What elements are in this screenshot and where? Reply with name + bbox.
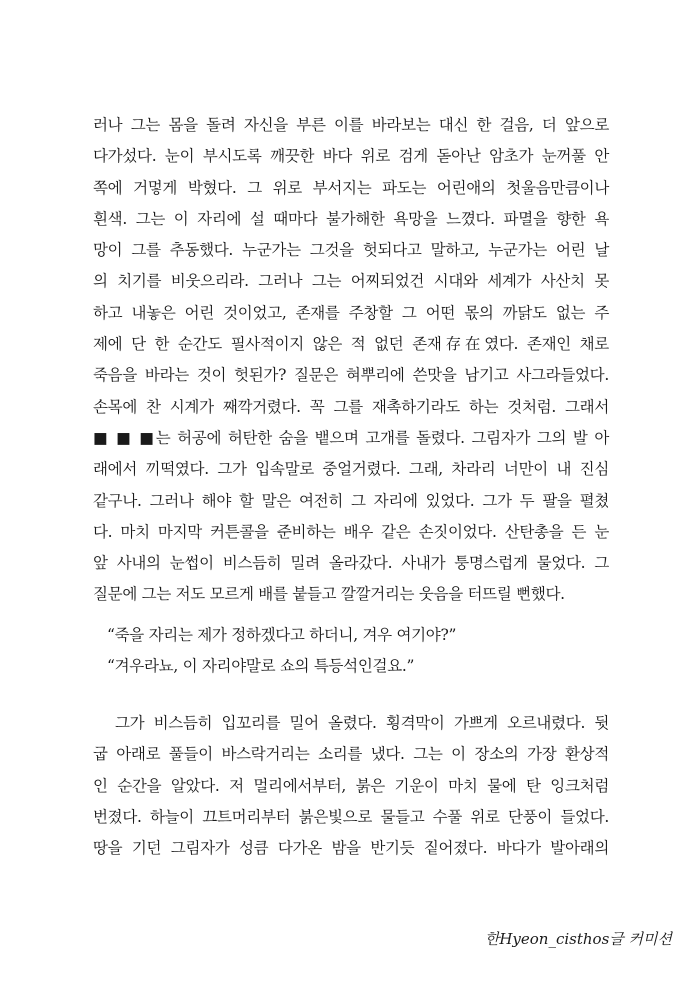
- commission-credit: 한Hyeon_cisthos글 커미션: [484, 930, 672, 948]
- text-line: 번졌다. 하늘이 끄트머리부터 붉은빛으로 물들고 수풀 위로 단풍이 들었다.: [93, 807, 609, 826]
- text-line: 쪽에 거멓게 박혔다. 그 위로 부서지는 파도는 어린애의 첫울음만큼이나: [93, 178, 609, 197]
- text-line: ■ ■ ■는 허공에 허탄한 숨을 뱉으며 고개를 돌렸다. 그림자가 그의 발 아: [93, 428, 609, 447]
- text-line: 하고 내놓은 어린 것이었고, 존재를 주창할 그 어떤 몫의 까닭도 없는 주: [93, 303, 609, 322]
- dialogue-block: [93, 620, 609, 683]
- text-line: 그가 비스듬히 입꼬리를 밀어 올렸다. 횡격막이 가쁘게 오르내렸다. 뒷: [115, 714, 609, 732]
- text-line: 흰색. 그는 이 자리에 설 때마다 불가해한 욕망을 느꼈다. 파멸을 향한 욕: [93, 209, 609, 228]
- text-line: 인 순간을 알았다. 저 멀리에서부터, 붉은 기운이 마치 물에 탄 잉크처럼: [93, 776, 609, 795]
- text-line: 죽음을 바라는 것이 헛된가? 질문은 혀뿌리에 쓴맛을 남기고 사그라들었다.: [93, 366, 609, 385]
- dialogue-line: “죽을 자리는 제가 정하겠다고 하더니, 겨우 여기야?”: [107, 626, 457, 644]
- text-line: 질문에 그는 저도 모르게 배를 붙들고 깔깔거리는 웃음을 터뜨릴 뻔했다.: [93, 585, 565, 604]
- text-line: 의 치기를 비웃으리라. 그러나 그는 어찌되었건 시대와 세계가 사산치 못: [93, 272, 609, 291]
- paragraph-1: [93, 110, 609, 611]
- text-line: 래에서 끼떡였다. 그가 입속말로 중얼거렸다. 그래, 차라리 너만이 내 진심: [93, 460, 609, 479]
- text-line: 땅을 기던 그림자가 성큼 다가온 밤을 반기듯 짙어졌다. 바다가 발아래의: [93, 839, 609, 858]
- dialogue-line: “겨우라뇨, 이 자리야말로 쇼의 특등석인걸요.”: [107, 657, 415, 676]
- text-line: 손목에 찬 시계가 째깍거렸다. 꼭 그를 재촉하기라도 하는 것처럼. 그래서: [93, 397, 609, 416]
- paragraph-2: [93, 708, 609, 864]
- text-line: 망이 그를 추동했다. 누군가는 그것을 헛되다고 말하고, 누군가는 어린 날: [93, 241, 609, 260]
- text-line: 제에 단 한 순간도 필사적이지 않은 적 없던 존재存在였다. 존재인 채로: [93, 335, 609, 354]
- text-line: 앞 사내의 눈썹이 비스듬히 밀려 올라갔다. 사내가 퉁명스럽게 물었다. 그: [93, 554, 609, 573]
- text-line: 다가섰다. 눈이 부시도록 깨끗한 바다 위로 검게 돋아난 암초가 눈꺼풀 안: [93, 147, 609, 166]
- text-line: 굽 아래로 풀들이 바스락거리는 소리를 냈다. 그는 이 장소의 가장 환상적: [93, 745, 609, 764]
- text-line: 같구나. 그러나 해야 할 말은 여전히 그 자리에 있었다. 그가 두 팔을 펼쳤: [93, 491, 609, 510]
- text-line: 다. 마치 마지막 커튼콜을 준비하는 배우 같은 손짓이었다. 산탄총을 든 눈: [93, 522, 609, 541]
- text-line: 러나 그는 몸을 돌려 자신을 부른 이를 바라보는 대신 한 걸음, 더 앞으로: [93, 116, 609, 134]
